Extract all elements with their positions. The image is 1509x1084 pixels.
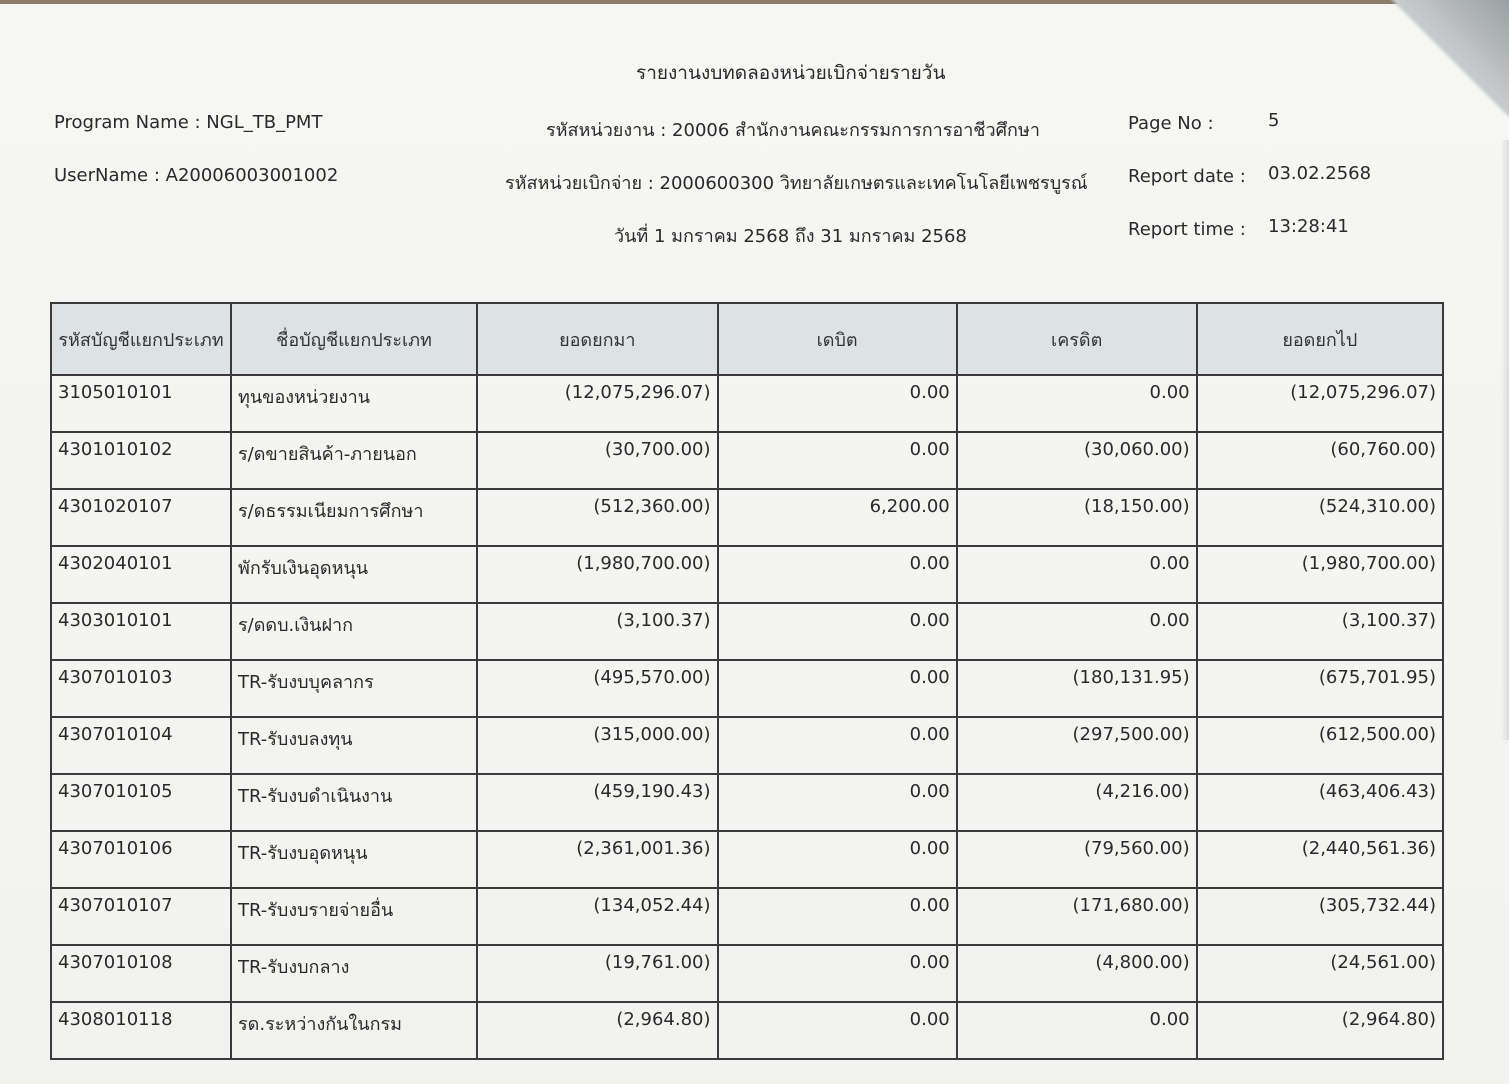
closing-balance-cell: (12,075,296.07) xyxy=(1197,375,1443,432)
account-code-cell: 4307010108 xyxy=(51,945,231,1002)
table-row xyxy=(51,1002,1443,1059)
debit-cell: 6,200.00 xyxy=(718,489,957,546)
table-row xyxy=(51,831,1443,888)
report-title: รายงานงบทดลองหน่วยเบิกจ่ายรายวัน xyxy=(636,62,946,84)
credit-cell: (79,560.00) xyxy=(957,831,1197,888)
credit-cell: 0.00 xyxy=(957,546,1197,603)
account-code-cell: 4301020107 xyxy=(51,489,231,546)
closing-balance-cell: (524,310.00) xyxy=(1197,489,1443,546)
table-row xyxy=(51,660,1443,717)
column-header-opening-balance: ยอดยกมา xyxy=(477,303,717,375)
table-row xyxy=(51,432,1443,489)
folded-corner xyxy=(1359,0,1509,150)
table-body xyxy=(51,375,1443,1059)
report-period: วันที่ 1 มกราคม 2568 ถึง 31 มกราคม 2568 xyxy=(614,226,967,247)
report-time-label: Report time : xyxy=(1128,219,1246,240)
account-name-cell: TR-รับงบรายจ่ายอื่น xyxy=(231,888,477,945)
credit-cell: 0.00 xyxy=(957,1002,1197,1059)
closing-balance-cell: (1,980,700.00) xyxy=(1197,546,1443,603)
account-name-cell: รด.ระหว่างกันในกรม xyxy=(231,1002,477,1059)
table-row xyxy=(51,546,1443,603)
debit-cell: 0.00 xyxy=(718,1002,957,1059)
credit-cell: (180,131.95) xyxy=(957,660,1197,717)
debit-cell: 0.00 xyxy=(718,945,957,1002)
account-name-cell: TR-รับงบดำเนินงาน xyxy=(231,774,477,831)
debit-cell: 0.00 xyxy=(718,888,957,945)
credit-cell: (4,800.00) xyxy=(957,945,1197,1002)
table-header-row xyxy=(51,303,1443,375)
account-code-cell: 4308010118 xyxy=(51,1002,231,1059)
table-row xyxy=(51,375,1443,432)
trial-balance-table xyxy=(50,302,1444,1060)
account-code-cell: 4303010101 xyxy=(51,603,231,660)
table-row xyxy=(51,945,1443,1002)
account-code-cell: 4307010106 xyxy=(51,831,231,888)
column-header-closing-balance: ยอดยกไป xyxy=(1197,303,1443,375)
column-header-credit: เครดิต xyxy=(957,303,1197,375)
debit-cell: 0.00 xyxy=(718,717,957,774)
closing-balance-cell: (60,760.00) xyxy=(1197,432,1443,489)
debit-cell: 0.00 xyxy=(718,546,957,603)
closing-balance-cell: (2,440,561.36) xyxy=(1197,831,1443,888)
debit-cell: 0.00 xyxy=(718,432,957,489)
paper-right-edge xyxy=(1501,140,1509,740)
account-code-cell: 4301010102 xyxy=(51,432,231,489)
credit-cell: (171,680.00) xyxy=(957,888,1197,945)
opening-balance-cell: (2,361,001.36) xyxy=(477,831,717,888)
column-header-debit: เดบิต xyxy=(718,303,957,375)
table-row xyxy=(51,717,1443,774)
closing-balance-cell: (675,701.95) xyxy=(1197,660,1443,717)
column-header-account-name: ชื่อบัญชีแยกประเภท xyxy=(231,303,477,375)
account-name-cell: ร/ดขายสินค้า-ภายนอก xyxy=(231,432,477,489)
opening-balance-cell: (2,964.80) xyxy=(477,1002,717,1059)
report-date-label: Report date : xyxy=(1128,166,1246,187)
account-name-cell: ร/ดดบ.เงินฝาก xyxy=(231,603,477,660)
opening-balance-cell: (495,570.00) xyxy=(477,660,717,717)
account-name-cell: TR-รับงบลงทุน xyxy=(231,717,477,774)
disbursement-unit: รหัสหน่วยเบิกจ่าย : 2000600300 วิทยาลัยเกษตรและเทคโนโลยีเพชรบูรณ์ xyxy=(505,173,1088,194)
debit-cell: 0.00 xyxy=(718,831,957,888)
column-header-account-code: รหัสบัญชีแยกประเภท xyxy=(51,303,231,375)
account-name-cell: TR-รับงบกลาง xyxy=(231,945,477,1002)
account-code-cell: 4302040101 xyxy=(51,546,231,603)
opening-balance-cell: (19,761.00) xyxy=(477,945,717,1002)
account-name-cell: พักรับเงินอุดหนุน xyxy=(231,546,477,603)
user-name: UserName : A20006003001002 xyxy=(54,165,339,186)
debit-cell: 0.00 xyxy=(718,660,957,717)
table-row xyxy=(51,774,1443,831)
account-code-cell: 4307010105 xyxy=(51,774,231,831)
opening-balance-cell: (1,980,700.00) xyxy=(477,546,717,603)
account-name-cell: TR-รับงบอุดหนุน xyxy=(231,831,477,888)
opening-balance-cell: (134,052.44) xyxy=(477,888,717,945)
account-code-cell: 4307010104 xyxy=(51,717,231,774)
credit-cell: (297,500.00) xyxy=(957,717,1197,774)
opening-balance-cell: (30,700.00) xyxy=(477,432,717,489)
account-name-cell: ทุนของหน่วยงาน xyxy=(231,375,477,432)
table-row xyxy=(51,888,1443,945)
opening-balance-cell: (459,190.43) xyxy=(477,774,717,831)
opening-balance-cell: (512,360.00) xyxy=(477,489,717,546)
closing-balance-cell: (463,406.43) xyxy=(1197,774,1443,831)
debit-cell: 0.00 xyxy=(718,375,957,432)
report-date-value: 03.02.2568 xyxy=(1268,163,1372,184)
closing-balance-cell: (2,964.80) xyxy=(1197,1002,1443,1059)
report-time-value: 13:28:41 xyxy=(1268,216,1349,237)
agency-code: รหัสหน่วยงาน : 20006 สำนักงานคณะกรรมการการอาชีวศึกษา xyxy=(546,120,1040,141)
account-code-cell: 4307010103 xyxy=(51,660,231,717)
closing-balance-cell: (305,732.44) xyxy=(1197,888,1443,945)
account-code-cell: 4307010107 xyxy=(51,888,231,945)
credit-cell: (4,216.00) xyxy=(957,774,1197,831)
page-no-label: Page No : xyxy=(1128,113,1214,134)
account-name-cell: ร/ดธรรมเนียมการศึกษา xyxy=(231,489,477,546)
program-name: Program Name : NGL_TB_PMT xyxy=(54,112,323,133)
opening-balance-cell: (3,100.37) xyxy=(477,603,717,660)
page-no-value: 5 xyxy=(1268,110,1280,131)
debit-cell: 0.00 xyxy=(718,603,957,660)
account-name-cell: TR-รับงบบุคลากร xyxy=(231,660,477,717)
credit-cell: (18,150.00) xyxy=(957,489,1197,546)
paper-top-edge xyxy=(0,0,1509,4)
opening-balance-cell: (12,075,296.07) xyxy=(477,375,717,432)
debit-cell: 0.00 xyxy=(718,774,957,831)
credit-cell: 0.00 xyxy=(957,375,1197,432)
opening-balance-cell: (315,000.00) xyxy=(477,717,717,774)
closing-balance-cell: (612,500.00) xyxy=(1197,717,1443,774)
credit-cell: (30,060.00) xyxy=(957,432,1197,489)
closing-balance-cell: (3,100.37) xyxy=(1197,603,1443,660)
account-code-cell: 3105010101 xyxy=(51,375,231,432)
table-row xyxy=(51,603,1443,660)
closing-balance-cell: (24,561.00) xyxy=(1197,945,1443,1002)
table-row xyxy=(51,489,1443,546)
credit-cell: 0.00 xyxy=(957,603,1197,660)
